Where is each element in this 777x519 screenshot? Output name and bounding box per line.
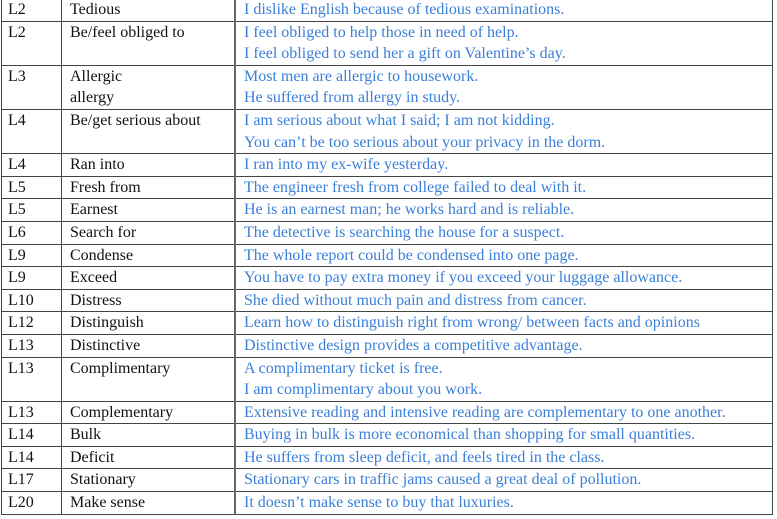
table-row (2, 469, 773, 492)
term-cell (62, 357, 236, 401)
table-row (2, 244, 773, 267)
table-row (2, 334, 773, 357)
lesson-cell: L5 (2, 176, 62, 199)
lesson-cell: L12 (2, 312, 62, 335)
example-cell (235, 221, 773, 244)
example-cell (235, 312, 773, 335)
example-sentence: You have to pay extra money if you exceed your luggage allowance. (244, 269, 683, 287)
table-row (2, 424, 773, 447)
lesson-cell: L5 (2, 199, 62, 222)
table-row (2, 401, 773, 424)
example-sentence: I ran into my ex-wife yesterday. (244, 156, 449, 174)
lesson-cell: L17 (2, 469, 62, 492)
table-row (2, 109, 773, 153)
term-cell (62, 109, 236, 153)
lesson-cell: L13 (2, 357, 62, 401)
lesson-cell: L4 (2, 154, 62, 177)
example-sentence: Most men are allergic to housework. (244, 67, 479, 85)
lesson-cell: L6 (2, 221, 62, 244)
term-cell (62, 221, 236, 244)
term-cell (62, 469, 236, 492)
term-cell (62, 401, 236, 424)
term-cell (62, 492, 236, 515)
example-sentence: Extensive reading and intensive reading are complementary to one another. (244, 403, 726, 421)
term-text: Distinctive (70, 336, 141, 354)
term-cell (62, 0, 236, 21)
table-row (2, 176, 773, 199)
term-text: Fresh from (70, 178, 141, 196)
table-row (2, 154, 773, 177)
example-sentence: The detective is searching the house for a suspect. (244, 223, 565, 241)
example-sentence: He suffered from allergy in study. (244, 89, 461, 107)
example-cell (235, 267, 773, 290)
example-sentence: You can’t be too serious about your privacy in the dorm. (244, 133, 606, 151)
example-cell (235, 65, 773, 109)
example-cell (235, 469, 773, 492)
example-cell (235, 289, 773, 312)
term-text: Deficit (70, 448, 115, 466)
example-cell (235, 334, 773, 357)
example-sentence: I feel obliged to send her a gift on Valentine’s day. (244, 45, 566, 63)
example-sentence: Stationary cars in traffic jams caused a great deal of pollution. (244, 471, 642, 489)
term-text: Complementary (70, 403, 174, 421)
example-sentence: She died without much pain and distress from cancer. (244, 291, 587, 309)
lesson-cell: L3 (2, 65, 62, 109)
table-row (2, 312, 773, 335)
term-cell (62, 244, 236, 267)
example-cell (235, 176, 773, 199)
term-text: Complimentary (70, 359, 171, 377)
term-text: Earnest (70, 201, 118, 219)
example-sentence: Distinctive design provides a competitive advantage. (244, 336, 583, 354)
term-cell (62, 312, 236, 335)
lesson-cell: L2 (2, 0, 62, 21)
term-cell (62, 176, 236, 199)
example-cell (235, 424, 773, 447)
example-cell (235, 0, 773, 21)
term-text: Be/get serious about (70, 111, 201, 129)
term-text: Allergic (70, 67, 123, 85)
table-row (2, 446, 773, 469)
term-text: Bulk (70, 426, 102, 444)
term-text: Condense (70, 246, 134, 264)
table-row (2, 289, 773, 312)
example-sentence: Learn how to distinguish right from wrong/ between facts and opinions (244, 314, 700, 332)
lesson-cell: L20 (2, 492, 62, 515)
term-cell (62, 289, 236, 312)
example-sentence: I dislike English because of tedious examinations. (244, 1, 565, 18)
term-text: Be/feel obliged to (70, 23, 185, 41)
lesson-cell: L14 (2, 424, 62, 447)
table-row (2, 221, 773, 244)
example-cell (235, 446, 773, 469)
example-sentence: A complimentary ticket is free. (244, 359, 443, 377)
term-text: Distinguish (70, 314, 144, 332)
lesson-cell: L13 (2, 401, 62, 424)
table-row (2, 267, 773, 290)
term-text: Make sense (70, 494, 146, 512)
example-cell (235, 244, 773, 267)
term-cell (62, 424, 236, 447)
example-sentence: Buying in bulk is more economical than shopping for small quantities. (244, 426, 696, 444)
term-cell (62, 65, 236, 109)
example-cell (235, 21, 773, 65)
example-cell (235, 401, 773, 424)
term-text: Distress (70, 291, 122, 309)
term-text: Ran into (70, 156, 125, 174)
lesson-cell: L9 (2, 244, 62, 267)
lesson-cell: L13 (2, 334, 62, 357)
example-cell (235, 492, 773, 515)
lesson-cell: L2 (2, 21, 62, 65)
example-cell (235, 199, 773, 222)
term-text: Search for (70, 223, 137, 241)
example-sentence: I am serious about what I said; I am not kidding. (244, 111, 555, 129)
example-sentence: The engineer fresh from college failed to deal with it. (244, 178, 587, 196)
lesson-cell: L4 (2, 109, 62, 153)
lesson-cell: L14 (2, 446, 62, 469)
example-sentence: He suffers from sleep deficit, and feels tired in the class. (244, 448, 605, 466)
lesson-cell: L10 (2, 289, 62, 312)
table-row (2, 199, 773, 222)
table-row (2, 21, 773, 65)
term-text: allergy (70, 89, 115, 107)
term-cell (62, 154, 236, 177)
table-row (2, 492, 773, 515)
example-sentence: The whole report could be condensed into one page. (244, 246, 579, 264)
vocabulary-table-body (2, 0, 773, 514)
example-cell (235, 357, 773, 401)
term-cell (62, 267, 236, 290)
lesson-cell: L9 (2, 267, 62, 290)
table-row (2, 357, 773, 401)
example-sentence: It doesn’t make sense to buy that luxuries. (244, 494, 514, 512)
term-cell (62, 446, 236, 469)
example-sentence: I am complimentary about you work. (244, 381, 483, 399)
table-row (2, 0, 773, 21)
term-cell (62, 334, 236, 357)
example-sentence: He is an earnest man; he works hard and is reliable. (244, 201, 575, 219)
example-sentence: I feel obliged to help those in need of help. (244, 23, 519, 41)
term-text: Exceed (70, 269, 118, 287)
term-cell (62, 21, 236, 65)
table-row (2, 65, 773, 109)
example-cell (235, 109, 773, 153)
term-cell (62, 199, 236, 222)
term-text: Tedious (70, 1, 121, 18)
term-text: Stationary (70, 471, 136, 489)
vocabulary-table (1, 0, 773, 515)
example-cell (235, 154, 773, 177)
